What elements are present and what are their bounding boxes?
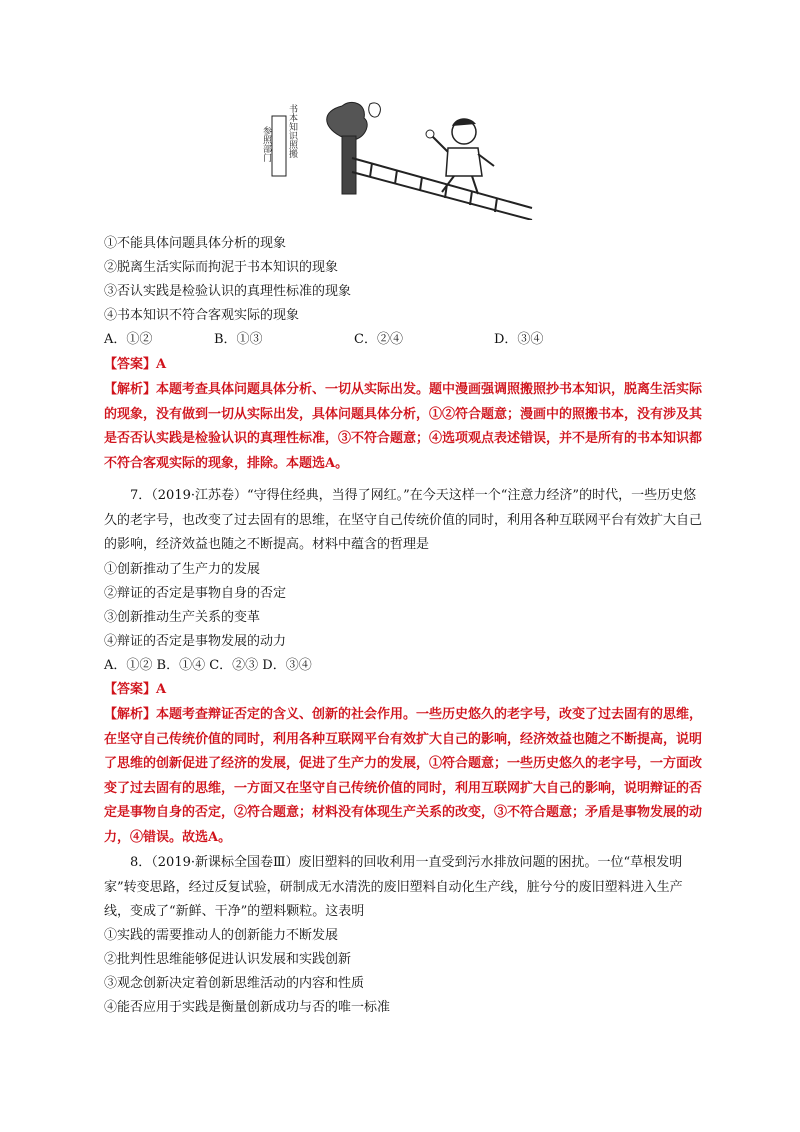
q7-option-1: ①创新推动了生产力的发展 <box>104 562 261 577</box>
hanging-bag <box>369 103 381 117</box>
q7-option-3: ③创新推动生产关系的变革 <box>104 610 261 625</box>
cartoon-illustration <box>252 96 534 220</box>
q7-option-4: ④辩证的否定是事物发展的动力 <box>104 634 287 649</box>
sign-post <box>272 116 286 176</box>
ladder <box>352 158 532 220</box>
q8-stem: 8．（2019·新课标全国卷Ⅲ）废旧塑料的回收利用一直受到污水排放问题的困扰。一位“草根发明家”转变思路，经过反复试验，研制成无水清洗的废旧塑料自动化生产线，脏兮兮的废旧塑料进入生产线，变成了“新鲜、干净”的塑料颗粒。这表明 <box>104 855 683 919</box>
q8-option-1: ①实践的需要推动人的创新能力不断发展 <box>104 928 339 943</box>
q6-option-3: ③否认实践是检验认识的真理性标准的现象 <box>104 284 352 299</box>
tree-canopy <box>327 102 367 140</box>
tree-trunk <box>342 136 356 194</box>
q7-stem: 7．（2019·江苏卷）“守得住经典，当得了网红。”在今天这样一个“注意力经济”的时代，一些历史悠久的老字号，也改变了过去固有的思维，在坚守自己传统价值的同时，利用各种互联网平台有效扩大自己的影响，经济效益也随之不断提高。材料中蕴含的哲理是 <box>104 488 703 552</box>
man-figure <box>426 118 494 194</box>
q6-answer: 【答案】A <box>104 357 167 372</box>
q7-answer: 【答案】A <box>104 682 167 697</box>
q6-choice-c: C．②④ <box>354 332 403 347</box>
q7-analysis: 【解析】本题考查辩证否定的含义、创新的社会作用。一些历史悠久的老字号，改变了过去固有的思维，在坚守自己传统价值的同时，利用各种互联网平台有效扩大自己的影响，经济效益也随之不断提高，说明了思维的创新促进了经济的发展，促进了生产力的发展，①符合题意；一些历史悠久的老字号，一方面改变了过去固有的思维，一方面又在坚守自己传统价值的同时，利用互联网扩大自己的影响，说明辩证的否定是事物自身的否定，②符合题意；材料没有体现生产关系的改变，③不符合题意；矛盾是事物发展的动力，④错误。故选A。 <box>104 707 703 845</box>
q6-choice-a: A．①② <box>104 332 153 347</box>
q6-option-4: ④书本知识不符合客观实际的现象 <box>104 308 300 323</box>
q8-option-4: ④能否应用于实践是衡量创新成功与否的唯一标准 <box>104 1000 391 1015</box>
q8-option-2: ②批判性思维能够促进认识发展和实践创新 <box>104 952 352 967</box>
q6-choice-b: B．①③ <box>214 332 263 347</box>
q8-option-3: ③观念创新决定着创新思维活动的内容和性质 <box>104 976 365 991</box>
q7-option-2: ②辩证的否定是事物自身的否定 <box>104 586 287 601</box>
q6-choice-d: D．③④ <box>494 332 544 347</box>
q6-option-2: ②脱离生活实际而拘泥于书本知识的现象 <box>104 260 339 275</box>
q6-option-1: ①不能具体问题具体分析的现象 <box>104 236 287 251</box>
sign-right-text: 书本知识照搬 <box>287 104 297 158</box>
sign-left-text: 参照部门 <box>261 126 271 162</box>
q6-analysis: 【解析】本题考查具体问题具体分析、一切从实际出发。题中漫画强调照搬照抄书本知识，脱离生活实际的现象，没有做到一切从实际出发，具体问题具体分析，①②符合题意；漫画中的照搬书本，没有涉及其是否否认实践是检验认识的真理性标准，③不符合题意；④选项观点表述错误，并不是所有的书本知识都不符合客观实际的现象，排除。本题选A。 <box>104 382 703 471</box>
q7-choices: A．①② B．①④ C．②③ D．③④ <box>104 658 312 673</box>
q6-choices <box>104 329 543 351</box>
